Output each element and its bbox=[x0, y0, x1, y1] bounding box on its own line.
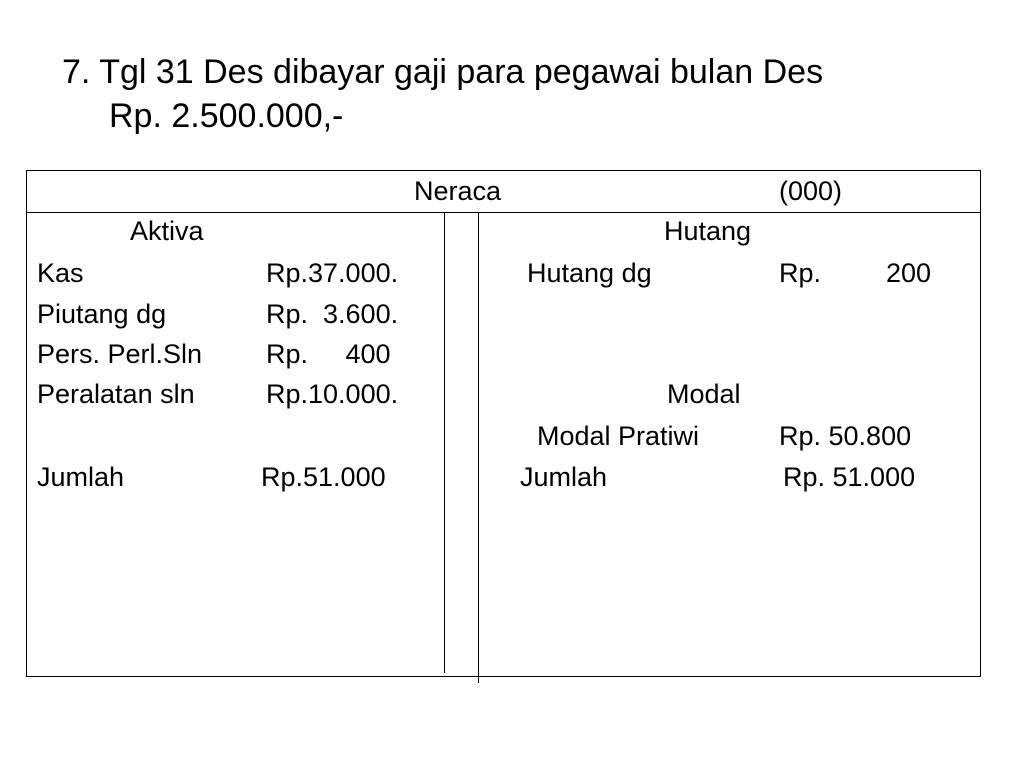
balance-sheet-title: Neraca bbox=[414, 176, 502, 206]
equity-amount-modal: Rp. 50.800 bbox=[779, 421, 912, 451]
assets-total-amount: Rp.51.000 bbox=[261, 462, 386, 492]
assets-total-label: Jumlah bbox=[37, 462, 125, 492]
asset-amount-perlengkapan: Rp. 400 bbox=[266, 339, 391, 369]
asset-amount-kas: Rp.37.000. bbox=[266, 258, 399, 288]
asset-amount-peralatan: Rp.10.000. bbox=[266, 379, 399, 409]
asset-label-peralatan: Peralatan sln bbox=[37, 379, 195, 409]
balance-sheet-unit: (000) bbox=[779, 176, 843, 206]
liability-amount-hutang: 200 bbox=[886, 258, 932, 288]
asset-amount-piutang: Rp. 3.600. bbox=[266, 299, 399, 329]
liability-label-hutang: Hutang dg bbox=[527, 258, 652, 288]
liabilities-total-amount: Rp. 51.000 bbox=[783, 462, 916, 492]
heading-line-2: Rp. 2.500.000,- bbox=[109, 97, 344, 136]
liabilities-total-label: Jumlah bbox=[520, 462, 608, 492]
title-divider bbox=[26, 212, 981, 213]
asset-label-piutang: Piutang dg bbox=[37, 299, 167, 329]
liabilities-header: Hutang bbox=[664, 216, 752, 246]
asset-label-kas: Kas bbox=[37, 258, 84, 288]
slide-heading bbox=[62, 50, 1002, 138]
equity-label-modal: Modal Pratiwi bbox=[537, 421, 700, 451]
heading-line-1: 7. Tgl 31 Des dibayar gaji para pegawai bulan Des bbox=[62, 53, 824, 91]
asset-label-perlengkapan: Pers. Perl.Sln bbox=[37, 339, 203, 369]
equity-header: Modal bbox=[667, 379, 741, 409]
column-divider-right bbox=[478, 212, 479, 683]
liability-currency-hutang: Rp. bbox=[779, 258, 822, 288]
assets-header: Aktiva bbox=[130, 216, 204, 246]
column-divider-left bbox=[444, 212, 445, 673]
